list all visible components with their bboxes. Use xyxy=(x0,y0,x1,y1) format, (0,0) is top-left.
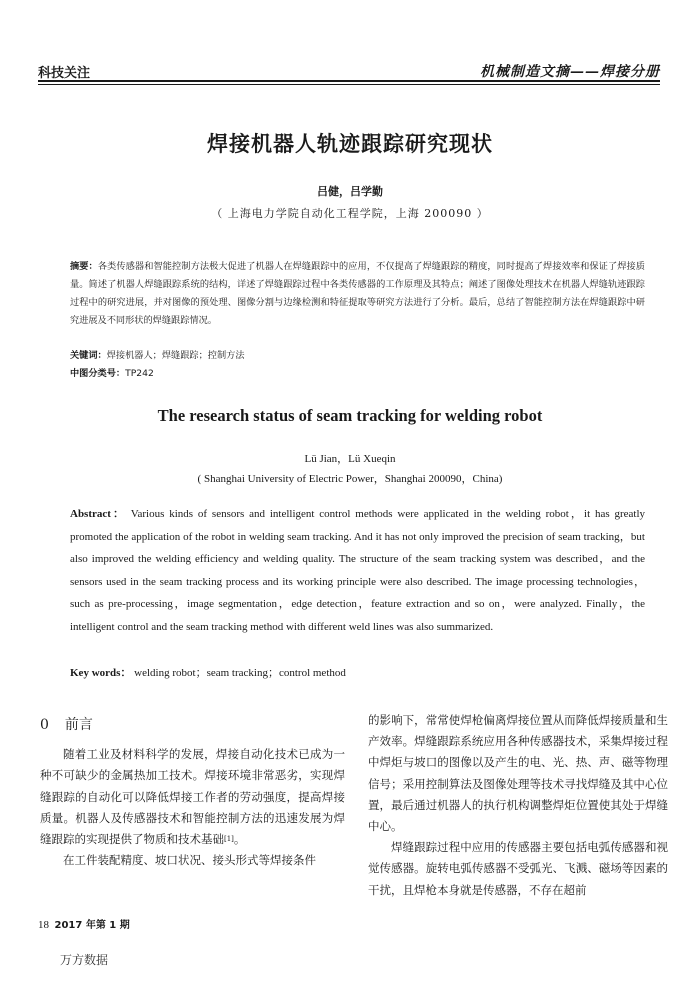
english-affiliation: ( Shanghai University of Electric Power，Shanghai 200090，China) xyxy=(197,473,503,485)
body-paragraph: 焊缝跟踪过程中应用的传感器主要包括电弧传感器和视觉传感器。旋转电弧传感器不受弧光、飞溅、磁场等因素的干扰，且焊枪本身就是传感器，不存在超前 xyxy=(368,840,668,897)
watermark-brand: 万方数据 xyxy=(60,953,109,967)
page-number: 18 xyxy=(38,919,49,931)
header-divider-thin xyxy=(38,84,660,85)
section-number: 0 xyxy=(40,717,49,733)
chinese-title: 焊接机器人轨迹跟踪研究现状 xyxy=(207,132,493,156)
body-text: 。 xyxy=(233,832,246,847)
chinese-keywords: 焊接机器人；焊缝跟踪；控制方法 xyxy=(106,350,245,361)
citation-ref[interactable]: [1] xyxy=(224,835,234,844)
journal-section-label: 科技关注 xyxy=(38,66,91,81)
english-keywords: welding robot；seam tracking；control method xyxy=(134,667,346,679)
chinese-keywords-block xyxy=(70,347,245,383)
clc-label: 中图分类号： xyxy=(70,368,126,379)
english-abstract-text: Various kinds of sensors and intelligent control methods were applicated in the welding robot，it has greatly promoted the application of the robot in welding seam tracking. And it has not only improved the precision of seam tracking，but also improved the welding efficiency and welding quality. The structure of the seam tracking system was described，and the sensors used in the seam tracking process and its working principle were also described. The image processing technologies，such as pre-processing，image segmentation，edge detection，feature extraction and so on，were analyzed. Finally，the intelligent control and the seam tracking method with different weld lines was also summarized. xyxy=(70,508,646,633)
journal-name: 机械制造文摘——焊接分册 xyxy=(480,64,660,80)
english-authors: Lü Jian，Lü Xueqin xyxy=(304,453,396,465)
page-footer xyxy=(38,916,130,931)
english-keywords-block xyxy=(70,664,346,680)
body-paragraph: 在工件装配精度、坡口状况、接头形式等焊接条件 xyxy=(63,853,316,868)
issue-label: 2017 年第 1 期 xyxy=(54,920,130,931)
body-paragraph: 的影响下，常常使焊枪偏离焊接位置从而降低焊接质量和生产效率。焊缝跟踪系统应用各种传感器技术，采集焊接过程中焊炬与坡口的图像以及产生的电、光、热、声、磁等物理信号；采用控制算法及图像处理等技术寻找焊缝及其中心位置，最后通过机器人的执行机构调整焊炬位置使其处于焊缝中心。 xyxy=(368,713,668,834)
body-right-column xyxy=(368,710,668,901)
body-paragraph xyxy=(40,744,345,850)
english-title: The research status of seam tracking for welding robot xyxy=(157,406,543,425)
chinese-abstract xyxy=(70,258,645,330)
chinese-abstract-label: 摘要： xyxy=(70,261,98,272)
clc-number: TP242 xyxy=(125,368,154,379)
body-text: 随着工业及材料科学的发展，焊接自动化技术已成为一种不可缺少的金属热加工技术。焊接环境非常恶劣，实现焊缝跟踪的自动化可以降低焊接工作者的劳动强度，提高焊接质量。机器人及传感器技术和智能控制方法的迅速发展为焊缝跟踪的实现提供了物质和技术基础 xyxy=(40,747,345,847)
section-title: 前言 xyxy=(64,717,93,733)
header-divider xyxy=(38,80,660,82)
chinese-keywords-label: 关键词： xyxy=(70,350,107,361)
english-abstract xyxy=(70,503,645,639)
english-keywords-label: Key words： xyxy=(70,667,132,679)
body-left-column xyxy=(40,710,345,871)
chinese-affiliation: （ 上海电力学院自动化工程学院，上海 200090 ） xyxy=(211,207,489,220)
english-abstract-label: Abstract： xyxy=(70,508,127,520)
chinese-authors: 吕健，吕学勤 xyxy=(317,185,383,198)
section-heading xyxy=(40,715,345,736)
chinese-abstract-text: 各类传感器和智能控制方法极大促进了机器人在焊缝跟踪中的应用，不仅提高了焊缝跟踪的精度，同时提高了焊接效率和保证了焊接质量。简述了机器人焊缝跟踪系统的结构，详述了焊缝跟踪过程中各类传感器的工作原理及其特点；阐述了图像处理技术在机器人焊缝轨迹跟踪过程中的研究进展，并对图像的预处理、图像分割与边缘检测和特征提取等研究方法进行了分析。最后，总结了智能控制方法在焊缝跟踪中研究进展及不同形状的焊缝跟踪情况。 xyxy=(70,261,645,326)
